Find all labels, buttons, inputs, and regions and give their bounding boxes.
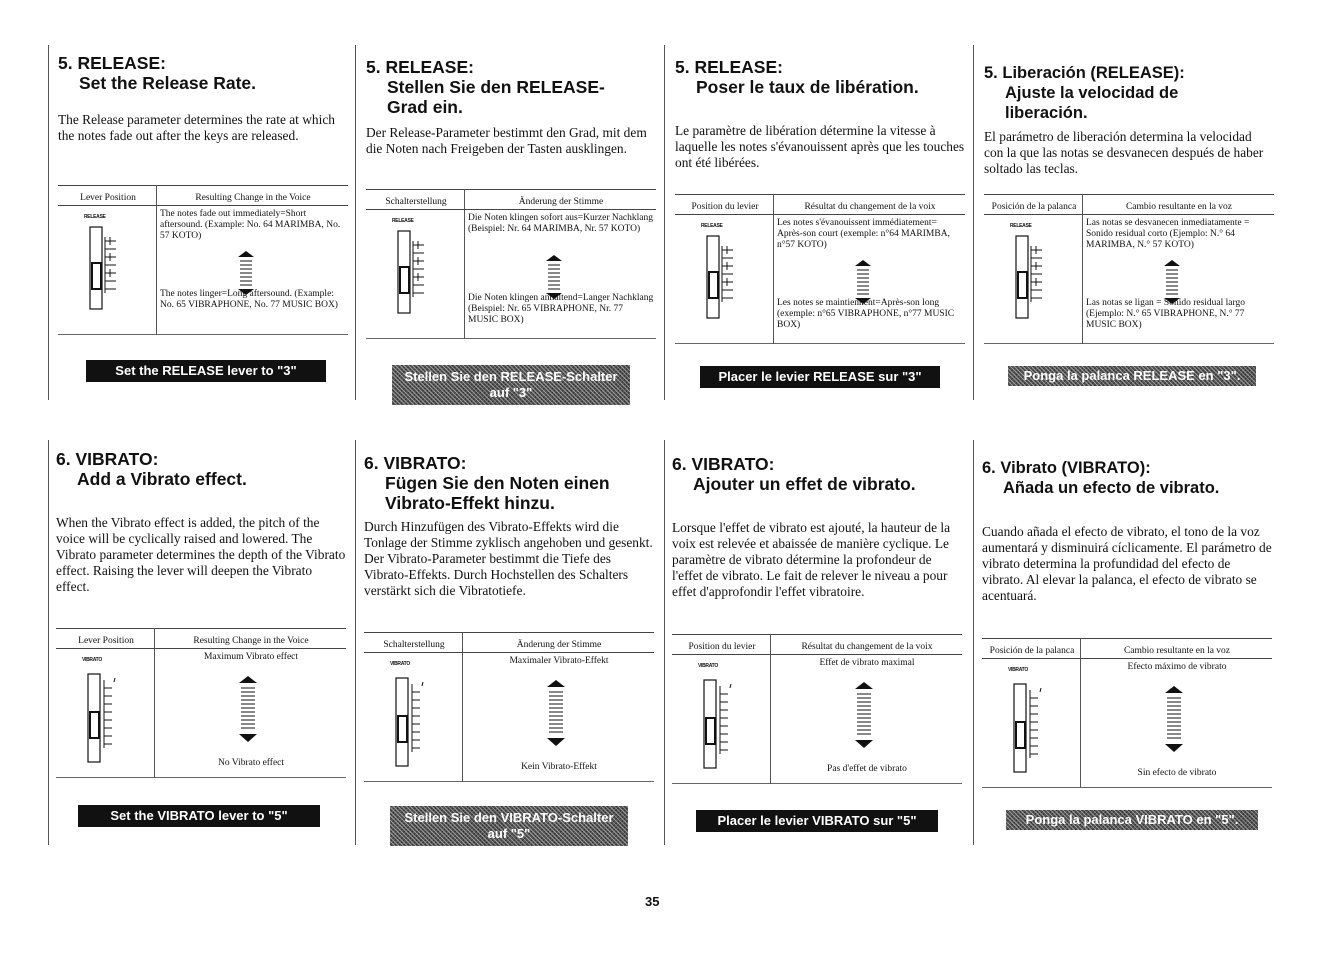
release-table-en xyxy=(58,187,348,335)
row-top-text: Maximaler Vibrato-Effekt xyxy=(509,656,609,666)
lever-slider-icon xyxy=(702,672,736,772)
vibrato-section-fr xyxy=(672,454,962,600)
lever-label: VIBRATO xyxy=(390,661,410,667)
set-release-instruction: Placer le levier RELEASE sur "3" xyxy=(700,366,940,388)
row-bottom-text: Kein Vibrato-Effekt xyxy=(521,762,597,772)
lever-label: RELEASE xyxy=(1010,223,1032,229)
set-vibrato-instruction: Ponga la palanca VIBRATO en "5". xyxy=(1006,810,1258,830)
release-section-de xyxy=(366,57,656,157)
lever-slider-icon xyxy=(1012,676,1046,776)
row-bottom-text: Las notas se ligan = Sonido residual largo (Ejemplo: N.° 65 VIBRAPHONE, N.° 77 MUSIC BOX) xyxy=(1086,298,1246,330)
lever-slider-icon xyxy=(86,666,120,766)
lever-slider-icon xyxy=(394,670,428,770)
section-body: The Release parameter determines the rate at which the notes fade out after the keys are released. xyxy=(58,112,335,143)
section-body: El parámetro de liberación determina la velocidad con la que las notas se desvanecen después de haber soltado las teclas. xyxy=(984,129,1264,176)
table-header-lever: Posición de la palanca xyxy=(989,646,1075,656)
section-heading: 5. RELEASE: Set the Release Rate. xyxy=(58,53,257,93)
table-header-result: Änderung der Stimme xyxy=(518,197,604,207)
section-heading: 6. VIBRATO: Ajouter un effet de vibrato. xyxy=(672,454,916,494)
lever-slider-icon xyxy=(88,223,122,313)
column-rule xyxy=(48,45,49,400)
row-top-text: Effet de vibrato maximal xyxy=(819,658,915,668)
section-body: Der Release-Parameter bestimmt den Grad, mit dem die Noten nach Freigeben der Tasten ausklingen. xyxy=(366,125,647,156)
set-release-instruction: Stellen Sie den RELEASE-Schalter auf "3" xyxy=(392,365,630,405)
row-bottom-text: Pas d'effet de vibrato xyxy=(827,764,907,774)
column-rule xyxy=(355,440,356,845)
row-bottom-text: Les notes se maintiennent=Après-son long (exemple: n°65 VIBRAPHONE, n°77 MUSIC BOX) xyxy=(777,298,955,330)
lever-slider-icon xyxy=(396,227,430,317)
lever-label: VIBRATO xyxy=(698,663,718,669)
release-section-en xyxy=(58,53,348,144)
release-section-es xyxy=(984,63,1274,177)
up-down-arrows-icon xyxy=(239,676,257,742)
lever-label: VIBRATO xyxy=(82,657,102,663)
table-header-result: Résultat du changement de la voix xyxy=(801,642,933,652)
vibrato-section-en xyxy=(56,449,346,595)
table-header-result: Cambio resultante en la voz xyxy=(1125,202,1233,212)
table-header-result: Resulting Change in the Voice xyxy=(193,636,309,646)
vibrato-table-de xyxy=(364,634,654,782)
section-heading: 6. VIBRATO: Fügen Sie den Noten einen Vibrato-Effekt hinzu. xyxy=(364,453,610,513)
row-bottom-text: The notes linger=Long aftersound. (Example: No. 65 VIBRAPHONE, No. 77 MUSIC BOX) xyxy=(160,289,338,310)
table-header-lever: Schalterstellung xyxy=(385,197,447,207)
lever-slider-icon xyxy=(1014,232,1048,322)
up-down-arrows-icon xyxy=(547,680,565,746)
section-heading: 5. RELEASE: Stellen Sie den RELEASE- Grad ein. xyxy=(366,57,605,117)
section-body: When the Vibrato effect is added, the pitch of the voice will be cyclically raised and lowered. The Vibrato parameter determines the depth of the Vibrato effect. Raising the lever will deepen the Vibrato effect. xyxy=(56,515,346,594)
lever-label: RELEASE xyxy=(84,214,106,220)
section-heading: 6. Vibrato (VIBRATO): Añada un efecto de vibrato. xyxy=(982,459,1220,497)
table-header-lever: Posición de la palanca xyxy=(991,202,1077,212)
row-bottom-text: Die Noten klingen anhaltend=Langer Nachklang (Beispiel: Nr. 65 VIBRAPHONE, Nr. 77 MUSIC BOX) xyxy=(468,293,654,325)
section-body: Durch Hinzufügen des Vibrato-Effekts wird die Tonlage der Stimme zyklisch angehoben und gesenkt. Der Vibrato-Parameter bestimmt die Tiefe des Vibrato-Effekts. Durch Hochstellen des Schalters verstärkt sich die Vibratotiefe. xyxy=(364,519,653,598)
row-bottom-text: Sin efecto de vibrato xyxy=(1137,768,1217,778)
table-header-result: Résultat du changement de la voix xyxy=(804,202,936,212)
section-body: Le paramètre de libération détermine la vitesse à laquelle les notes s'évanouissent après que les touches ont été libérées. xyxy=(675,123,965,170)
vibrato-table-fr xyxy=(672,636,962,784)
page-number: 35 xyxy=(645,894,660,909)
set-vibrato-instruction: Set the VIBRATO lever to "5" xyxy=(78,805,320,827)
set-vibrato-instruction: Placer le levier VIBRATO sur "5" xyxy=(696,810,938,832)
vibrato-section-es xyxy=(982,458,1272,604)
section-body: Cuando añada el efecto de vibrato, el tono de la voz aumentará y disminuirá cíclicamente. El parámetro de vibrato determina la profundidad del efecto de vibrato. Al elevar la palanca, el efecto de vibrato se acentuará. xyxy=(982,524,1272,603)
vibrato-section-de xyxy=(364,453,654,599)
table-header-lever: Position du levier xyxy=(688,642,756,652)
section-body: Lorsque l'effet de vibrato est ajouté, la hauteur de la voix est relevée et abaissée de manière cyclique. Le paramètre de vibrato détermine la profondeur de l'effet de vibrato. Le fait de relever le niveau a pour effet d'approfondir l'effet vibratoire. xyxy=(672,520,951,599)
section-heading: 6. VIBRATO: Add a Vibrato effect. xyxy=(56,449,247,489)
column-rule xyxy=(664,440,665,845)
lever-label: RELEASE xyxy=(392,218,414,224)
row-top-text: The notes fade out immediately=Short aftersound. (Example: No. 64 MARIMBA, No. 57 KOTO) xyxy=(160,209,341,241)
section-heading: 5. RELEASE: Poser le taux de libération. xyxy=(675,57,919,97)
table-header-lever: Lever Position xyxy=(78,636,134,646)
column-rule xyxy=(664,45,665,400)
row-top-text: Las notas se desvanecen inmediatamente = Sonido residual corto (Ejemplo: N.° 64 MARIMBA, N.° 57 KOTO) xyxy=(1086,218,1250,250)
section-heading: 5. Liberación (RELEASE): Ajuste la velocidad de liberación. xyxy=(984,64,1185,122)
lever-slider-icon xyxy=(705,232,739,322)
table-header-lever: Lever Position xyxy=(80,193,136,203)
row-top-text: Efecto máximo de vibrato xyxy=(1127,662,1227,672)
column-rule xyxy=(973,45,974,400)
lever-label: VIBRATO xyxy=(1008,667,1028,673)
up-down-arrows-icon xyxy=(1165,686,1183,752)
row-bottom-text: No Vibrato effect xyxy=(217,758,285,768)
set-vibrato-instruction: Stellen Sie den VIBRATO-Schalter auf "5" xyxy=(390,806,628,846)
column-rule xyxy=(973,440,974,845)
table-header-lever: Schalterstellung xyxy=(383,640,445,650)
release-table-es xyxy=(984,196,1274,344)
up-down-arrows-icon xyxy=(855,682,873,748)
row-top-text: Maximum Vibrato effect xyxy=(203,652,299,662)
release-table-fr xyxy=(675,196,965,344)
table-header-result: Änderung der Stimme xyxy=(516,640,602,650)
row-top-text: Die Noten klingen sofort aus=Kurzer Nachklang (Beispiel: Nr. 64 MARIMBA, Nr. 57 KOTO) xyxy=(468,213,654,234)
set-release-instruction: Ponga la palanca RELEASE en "3". xyxy=(1008,366,1256,386)
column-rule xyxy=(48,440,49,845)
column-rule xyxy=(355,45,356,400)
set-release-instruction: Set the RELEASE lever to "3" xyxy=(86,360,326,382)
vibrato-table-es xyxy=(982,640,1272,788)
release-section-fr xyxy=(675,57,965,171)
vibrato-table-en xyxy=(56,630,346,778)
row-top-text: Les notes s'évanouissent immédiatement= Après-son court (exemple: n°64 MARIMBA, n°57 KOTO) xyxy=(777,218,950,250)
table-header-result: Resulting Change in the Voice xyxy=(195,193,311,203)
table-header-lever: Position du levier xyxy=(691,202,759,212)
table-header-result: Cambio resultante en la voz xyxy=(1123,646,1231,656)
release-table-de xyxy=(366,191,656,339)
lever-label: RELEASE xyxy=(701,223,723,229)
